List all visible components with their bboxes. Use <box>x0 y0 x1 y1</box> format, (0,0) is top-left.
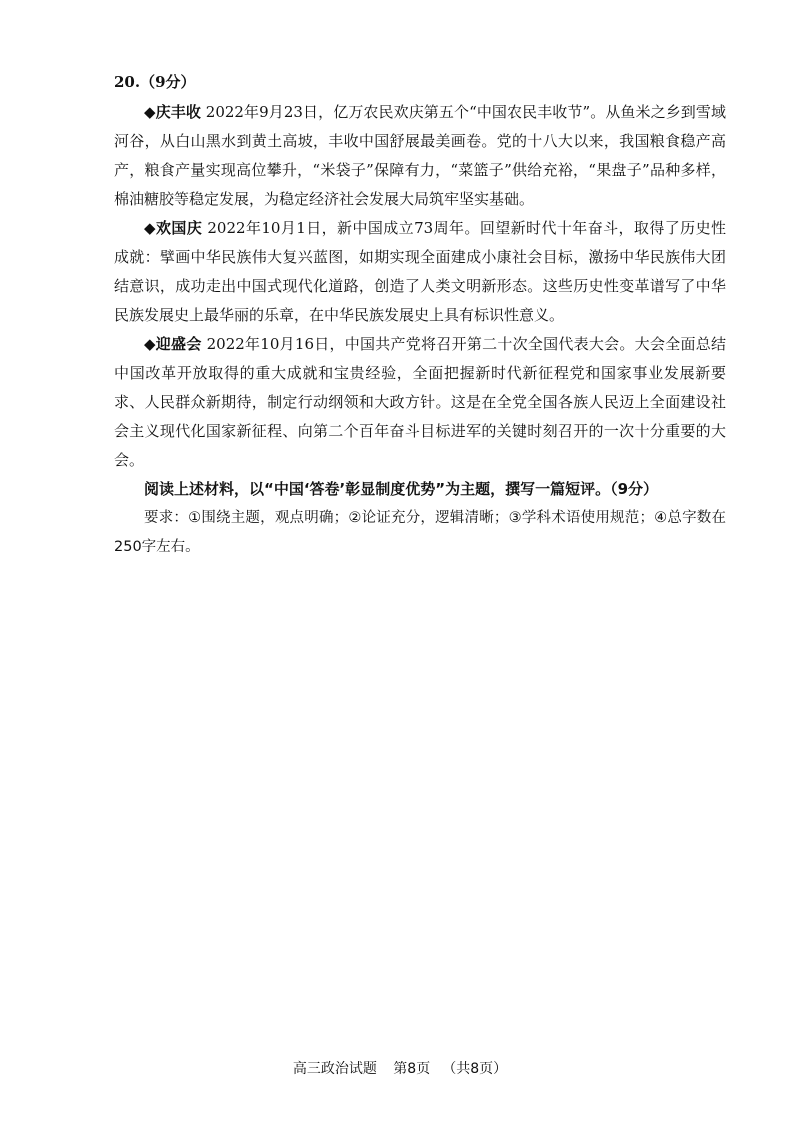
material-title-national-day: 欢国庆 <box>155 219 203 237</box>
footer-total-pages: （共8页） <box>442 1061 508 1077</box>
material-harvest <box>114 98 726 214</box>
footer-subject: 高三政治试题 <box>292 1061 377 1077</box>
material-title-harvest: 庆丰收 <box>155 103 201 121</box>
material-text-congress: 2022年10月16日，中国共产党将召开第二十次全国代表大会。大会全面总结中国改革开放取得的重大成就和宝贵经验，全面把握新时代新征程党和国家事业发展新要求、人民群众新期待，制定行动纲领和大政方针。这是在全党全国各族人民迈上全面建设社会主义现代化国家新征程、向第二个百年奋斗目标进军的关键时刻召开的一次十分重要的大会。 <box>114 335 726 469</box>
requirements: 要求：①围绕主题，观点明确；②论证充分，逻辑清晰；③学科术语使用规范；④总字数在250字左右。 <box>114 510 726 555</box>
material-congress <box>114 330 726 475</box>
material-title-congress: 迎盛会 <box>155 335 202 353</box>
footer-page-number: 第8页 <box>393 1061 431 1077</box>
material-text-national-day: 2022年10月1日，新中国成立73周年。回望新时代十年奋斗，取得了历史性成就：擘画中华民族伟大复兴蓝图，如期实现全面建成小康社会目标，激扬中华民族伟大团结意识，成功走出中国式现代化道路，创造了人类文明新形态。这些历史性变革谱写了中华民族发展史上最华丽的乐章，在中华民族发展史上具有标识性意义。 <box>114 219 726 324</box>
diamond-bullet-icon: ◆ <box>144 219 156 237</box>
task-instruction: 阅读上述材料，以“中国‘答卷’彰显制度优势”为主题，撰写一篇短评。（9分） <box>144 480 659 498</box>
page-footer <box>0 1058 800 1078</box>
diamond-bullet-icon: ◆ <box>144 103 156 121</box>
question-content <box>114 70 726 562</box>
diamond-bullet-icon: ◆ <box>144 335 156 353</box>
question-number: 20.（9分） <box>114 73 196 91</box>
material-text-harvest: 2022年9月23日，亿万农民欢庆第五个“中国农民丰收节”。从鱼米之乡到雪域河谷，从白山黑水到黄土高坡，丰收中国舒展最美画卷。党的十八大以来，我国粮食稳产高产，粮食产量实现高位攀升，“米袋子”保障有力，“菜篮子”供给充裕，“果盘子”品种多样，棉油糖胶等稳定发展，为稳定经济社会发展大局筑牢坚实基础。 <box>114 103 726 208</box>
material-national-day <box>114 214 726 330</box>
